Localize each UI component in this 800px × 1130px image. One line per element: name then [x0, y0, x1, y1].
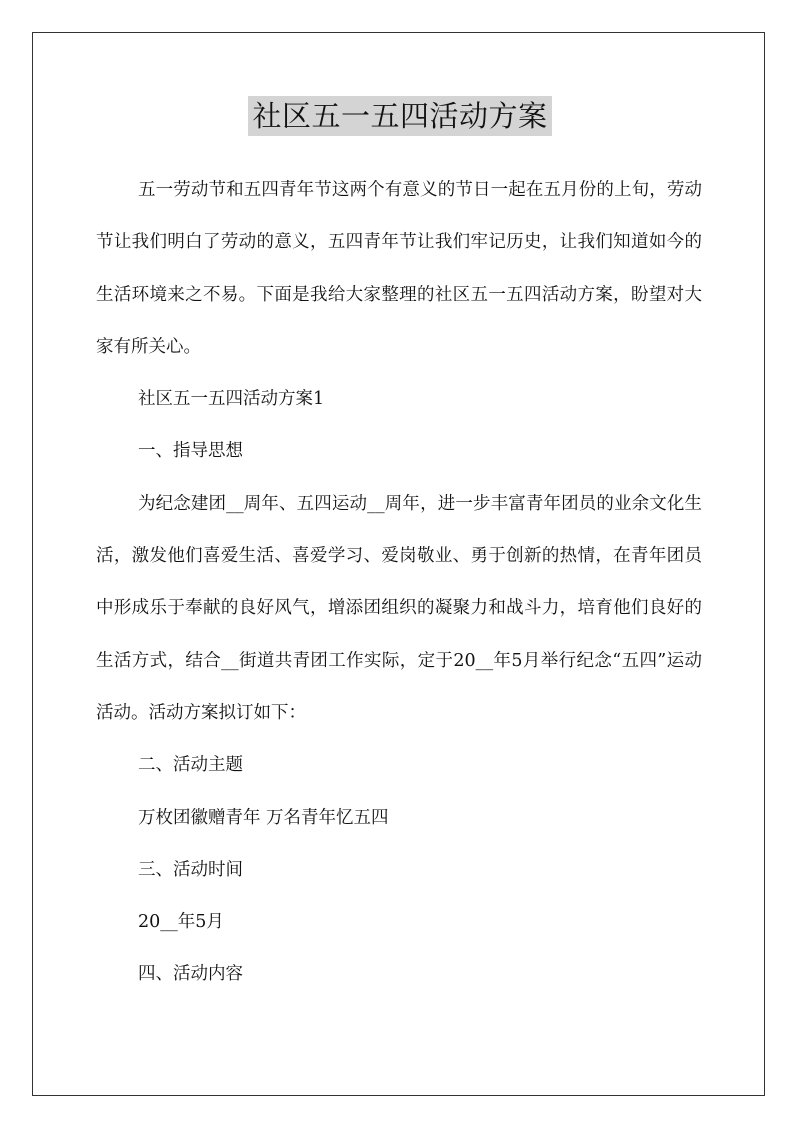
- section-heading-guiding-ideology: 一、指导思想: [138, 441, 243, 462]
- activity-theme-text: 万枚团徽赠青年 万名青年忆五四: [138, 807, 389, 828]
- plan-heading: 社区五一五四活动方案1: [138, 389, 325, 410]
- title-area: [0, 96, 800, 136]
- section-heading-activity-content: 四、活动内容: [138, 964, 243, 985]
- intro-paragraph: 五一劳动节和五四青年节这两个有意义的节日一起在五月份的上旬，劳动节让我们明白了劳动的意义，五四青年节让我们牢记历史，让我们知道如今的生活环境来之不易。下面是我给大家整理的社区五一五四活动方案，盼望对大家有所关心。: [96, 180, 702, 357]
- document-body: [96, 164, 702, 1001]
- document-title: 社区五一五四活动方案: [248, 96, 551, 136]
- activity-time-text: 20__年5月: [138, 912, 224, 933]
- section-heading-activity-theme: 二、活动主题: [138, 755, 243, 776]
- section-heading-activity-time: 三、活动时间: [138, 859, 243, 880]
- guiding-ideology-paragraph: 为纪念建团__周年、五四运动__周年，进一步丰富青年团员的业余文化生活，激发他们喜爱生活、喜爱学习、爱岗敬业、勇于创新的热情，在青年团员中形成乐于奉献的良好风气，增添团组织的凝聚力和战斗力，培育他们良好的生活方式，结合__街道共青团工作实际，定于20__年5月举行纪念“五四”运动活动。活动方案拟订如下：: [96, 493, 702, 723]
